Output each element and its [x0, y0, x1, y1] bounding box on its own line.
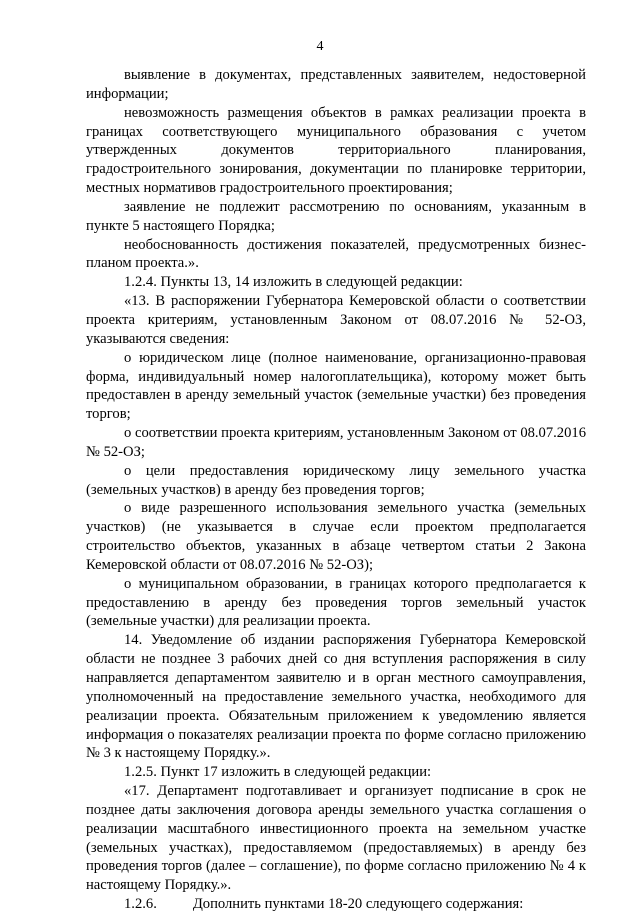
document-body [86, 66, 586, 914]
paragraph-3: заявление не подлежит рассмотрению по основаниям, указанным в пункте 5 настоящего Порядка; [86, 198, 586, 234]
paragraph-4: необоснованность достижения показателей, предусмотренных бизнес-планом проекта.». [86, 236, 586, 272]
paragraph-11: о муниципальном образовании, в границах которого предполагается к предоставлению в аренду без проведения торгов земельный участок (земельные участки) для реализации проекта. [86, 575, 586, 630]
page-number: 4 [316, 39, 324, 54]
paragraph-2: невозможность размещения объектов в рамках реализации проекта в границах соответствующего муниципального образования с учетом утвержденных документов территориального планирования, градостроительного зонирования, документации по планировке территории, местных нормативов градостроительного проектирования; [86, 104, 586, 197]
paragraph-5: 1.2.4. Пункты 13, 14 изложить в следующей редакции: [124, 274, 463, 291]
paragraph-8: о соответствии проекта критериям, установленным Законом от 08.07.2016 № 52-ОЗ; [86, 425, 586, 460]
paragraph-14: «17. Департамент подготавливает и организует подписание в срок не позднее даты заключения договора аренды земельного участка соглашения о реализации масштабного инвестиционного проекта на земельном участке (земельных участках), предоставляемом (предоставляемых) в аренду без проведения торгов (далее – соглашение), по форме согласно приложению № 4 к настоящему Порядку.». [86, 783, 586, 894]
paragraph-10: о виде разрешенного использования земельного участка (земельных участков) (не указывается в случае если проектом предполагается строительство объектов, указанных в абзаце четвертом статьи 2 Закона Кемеровской области от 08.07.2016 № 52-ОЗ); [86, 500, 586, 573]
item-number: 1.2.6. [124, 896, 157, 913]
paragraph-12: 14. Уведомление об издании распоряжения Губернатора Кемеровской области не позднее 3 рабочих дней со дня вступления распоряжения в силу направляется департаментом заявителю и в орган местного самоуправления, уполномоченный на предоставление земельного участка, необходимого для реализации проекта. Обязательным приложением к уведомлению является информация о показателях реализации проекта по форме согласно приложению № 3 к настоящему Порядку.». [86, 632, 586, 762]
paragraph-1: выявление в документах, представленных заявителем, недостоверной информации; [86, 67, 586, 102]
paragraph-6: «13. В распоряжении Губернатора Кемеровской области о соответствии проекта критериям, установленным Законом от 08.07.2016 № 52-ОЗ, указываются сведения: [86, 293, 586, 347]
paragraph-13: 1.2.5. Пункт 17 изложить в следующей редакции: [124, 764, 432, 781]
paragraph-7: о юридическом лице (полное наименование, организационно-правовая форма, индивидуальный номер налогоплательщика), которому может быть предоставлен в аренду земельный участок (земельные участки) без проведения торгов; [86, 349, 586, 423]
paragraph-9: о цели предоставления юридическому лицу земельного участка (земельных участков) в аренду без проведения торгов; [86, 462, 586, 498]
item-text: Дополнить пунктами 18-20 следующего содержания: [192, 896, 524, 913]
